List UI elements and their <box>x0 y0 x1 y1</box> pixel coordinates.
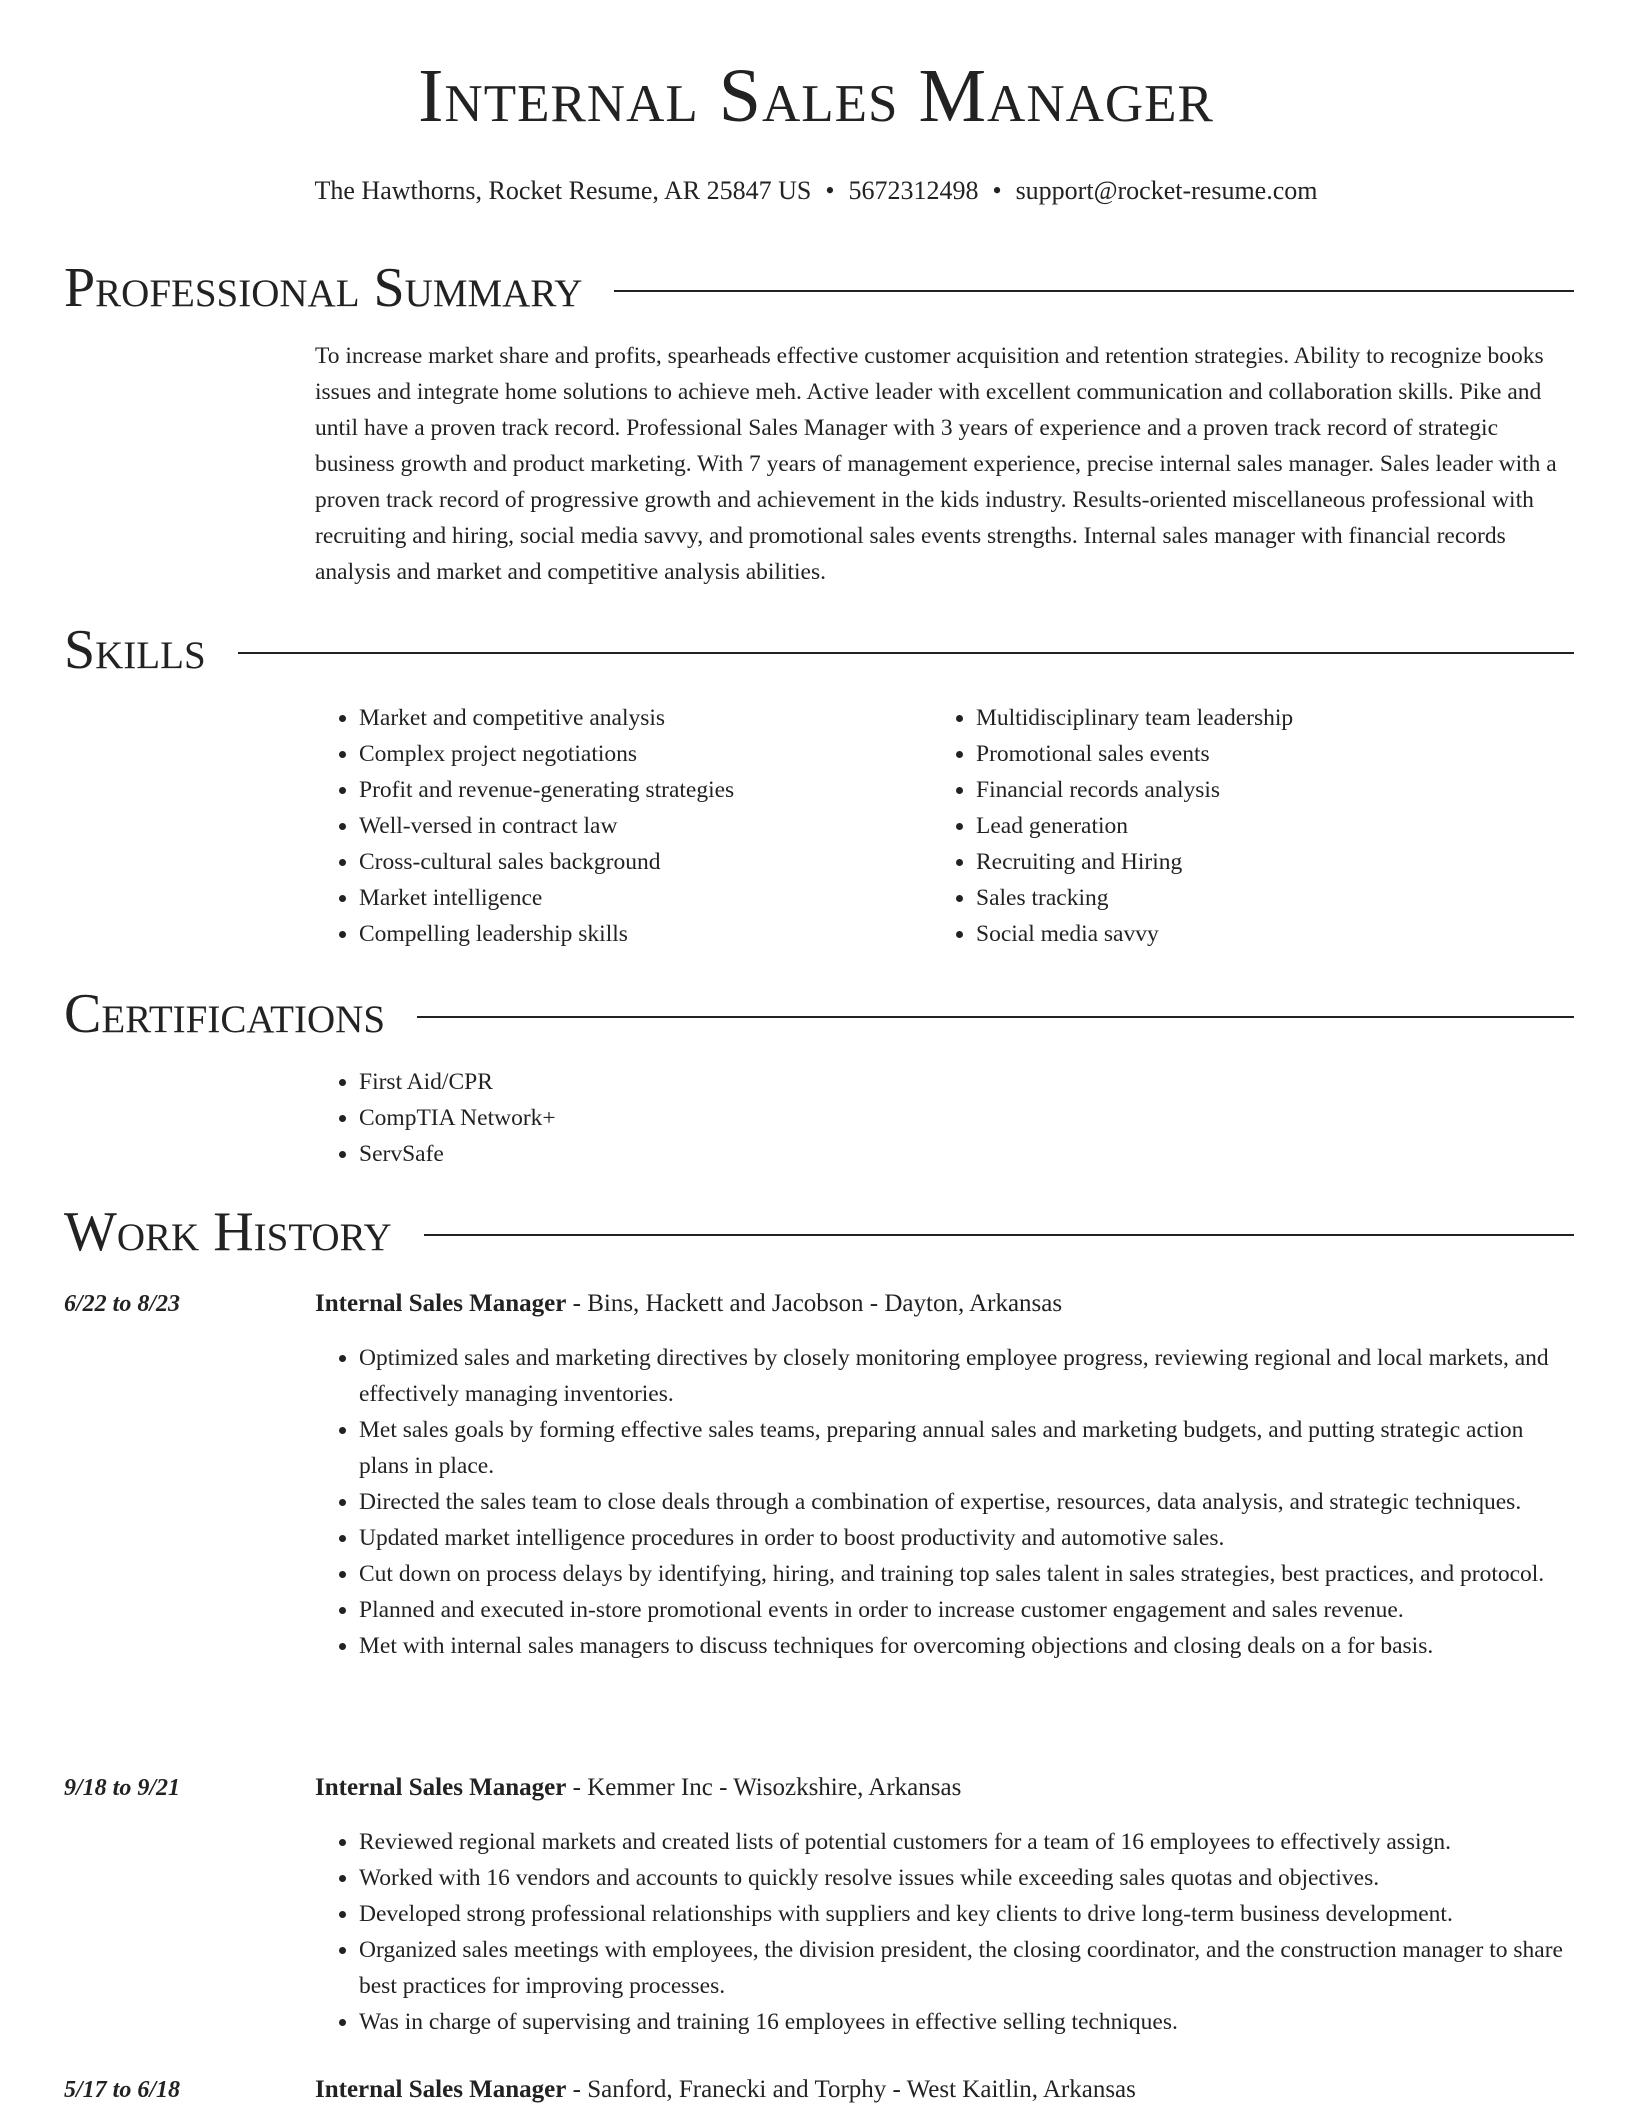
section-header-skills <box>64 619 1574 681</box>
job-title-line <box>315 1286 1062 1322</box>
job-employer: - Bins, Hackett and Jacobson - Dayton, Arkansas <box>566 1290 1063 1317</box>
job-bullets <box>315 1340 1575 1664</box>
separator-dot: • <box>825 176 835 205</box>
skill-item: • Well-versed in contract law <box>359 808 915 844</box>
section-title-summary: Professional Summary <box>64 257 583 319</box>
section-header-certifications <box>64 983 1574 1045</box>
job-employer: - Sanford, Franecki and Torphy - West Kaitlin, Arkansas <box>566 2076 1136 2103</box>
certifications-list <box>315 1064 1573 1172</box>
skills-column-right <box>932 700 1572 952</box>
job-role: Internal Sales Manager <box>315 1774 567 1801</box>
job-bullet: • Worked with 16 vendors and accounts to quickly resolve issues while exceeding sales quotas and objectives. <box>359 1860 1575 1896</box>
job-dates: 6/22 to 8/23 <box>64 1291 181 1317</box>
job-role: Internal Sales Manager <box>315 1290 567 1317</box>
job-bullet: • Reviewed regional markets and created lists of potential customers for a team of 16 employees to effectively assign. <box>359 1824 1575 1860</box>
skill-item: • Complex project negotiations <box>359 736 915 772</box>
job-bullet: • Developed strong professional relationships with suppliers and key clients to drive long-term business development. <box>359 1896 1575 1932</box>
skill-item: • Sales tracking <box>976 880 1572 916</box>
job-bullet: • Met sales goals by forming effective sales teams, preparing annual sales and marketing budgets, and putting strategic action plans in place. <box>359 1412 1575 1484</box>
separator-dot: • <box>992 176 1002 205</box>
summary-text: To increase market share and profits, spearheads effective customer acquisition and retention strategies. Ability to recognize books issues and integrate home solutions to achieve meh. Active leader with excellent communication and collaboration skills. Pike and until have a proven track record. Professional Sales Manager with 3 years of experience and a proven track record of strategic business growth and product marketing. With 7 years of management experience, precise internal sales manager. Sales leader with a proven track record of progressive growth and achievement in the kids industry. Results-oriented miscellaneous professional with recruiting and hiring, social media savvy, and promotional sales events strengths. Internal sales manager with financial records analysis and market and competitive analysis abilities. <box>315 343 1557 585</box>
skill-item: • Profit and revenue-generating strategies <box>359 772 915 808</box>
job-bullet: • Was in charge of supervising and training 16 employees in effective selling techniques. <box>359 2004 1575 2040</box>
job-bullet: • Updated market intelligence procedures in order to boost productivity and automotive sales. <box>359 1520 1575 1556</box>
section-header-summary <box>64 257 1574 319</box>
job-bullet: • Directed the sales team to close deals through a combination of expertise, resources, data analysis, and strategic techniques. <box>359 1484 1575 1520</box>
certification-item: • CompTIA Network+ <box>359 1100 1573 1136</box>
skill-item: • Cross-cultural sales background <box>359 844 915 880</box>
job-title-line <box>315 1770 961 1806</box>
section-header-work-history <box>64 1201 1574 1263</box>
job-bullet: • Planned and executed in-store promotional events in order to increase customer engagement and sales revenue. <box>359 1592 1575 1628</box>
job-dates: 5/17 to 6/18 <box>64 2077 181 2103</box>
job-bullet: • Organized sales meetings with employees, the division president, the closing coordinator, and the construction manager to share best practices for improving processes. <box>359 1932 1575 2004</box>
certification-item: • ServSafe <box>359 1136 1573 1172</box>
skill-item: • Recruiting and Hiring <box>976 844 1572 880</box>
contact-line <box>0 174 1632 208</box>
job-bullet: • Cut down on process delays by identifying, hiring, and training top sales talent in sales strategies, best practices, and protocol. <box>359 1556 1575 1592</box>
job-employer: - Kemmer Inc - Wisozkshire, Arkansas <box>566 1774 962 1801</box>
skill-item: • Lead generation <box>976 808 1572 844</box>
phone: 5672312498 <box>848 176 979 205</box>
skill-item: • Financial records analysis <box>976 772 1572 808</box>
address: The Hawthorns, Rocket Resume, AR 25847 US <box>314 176 812 205</box>
skill-item: • Market and competitive analysis <box>359 700 915 736</box>
job-bullet: • Optimized sales and marketing directives by closely monitoring employee progress, reviewing regional and local markets, and effectively managing inventories. <box>359 1340 1575 1412</box>
certification-item: • First Aid/CPR <box>359 1064 1573 1100</box>
skill-item: • Compelling leadership skills <box>359 916 915 952</box>
section-divider <box>614 290 1574 292</box>
job-title-line <box>315 2072 1136 2108</box>
job-role: Internal Sales Manager <box>315 2076 567 2103</box>
job-bullet: • Met with internal sales managers to discuss techniques for overcoming objections and closing deals on a for basis. <box>359 1628 1575 1664</box>
skill-item: • Market intelligence <box>359 880 915 916</box>
section-divider <box>424 1234 1574 1236</box>
skill-item: • Promotional sales events <box>976 736 1572 772</box>
section-title-certifications: Certifications <box>64 983 386 1045</box>
job-dates: 9/18 to 9/21 <box>64 1775 181 1801</box>
section-title-skills: Skills <box>64 619 206 681</box>
job-bullets <box>315 1824 1575 2040</box>
skill-item: • Social media savvy <box>976 916 1572 952</box>
section-divider <box>417 1016 1574 1018</box>
section-title-work-history: Work History <box>64 1201 392 1263</box>
section-divider <box>238 652 1574 654</box>
skills-column-left <box>315 700 915 952</box>
resume-title: Internal Sales Manager <box>418 54 1214 138</box>
skill-item: • Multidisciplinary team leadership <box>976 700 1572 736</box>
email-link[interactable]: support@rocket-resume.com <box>1015 176 1318 205</box>
